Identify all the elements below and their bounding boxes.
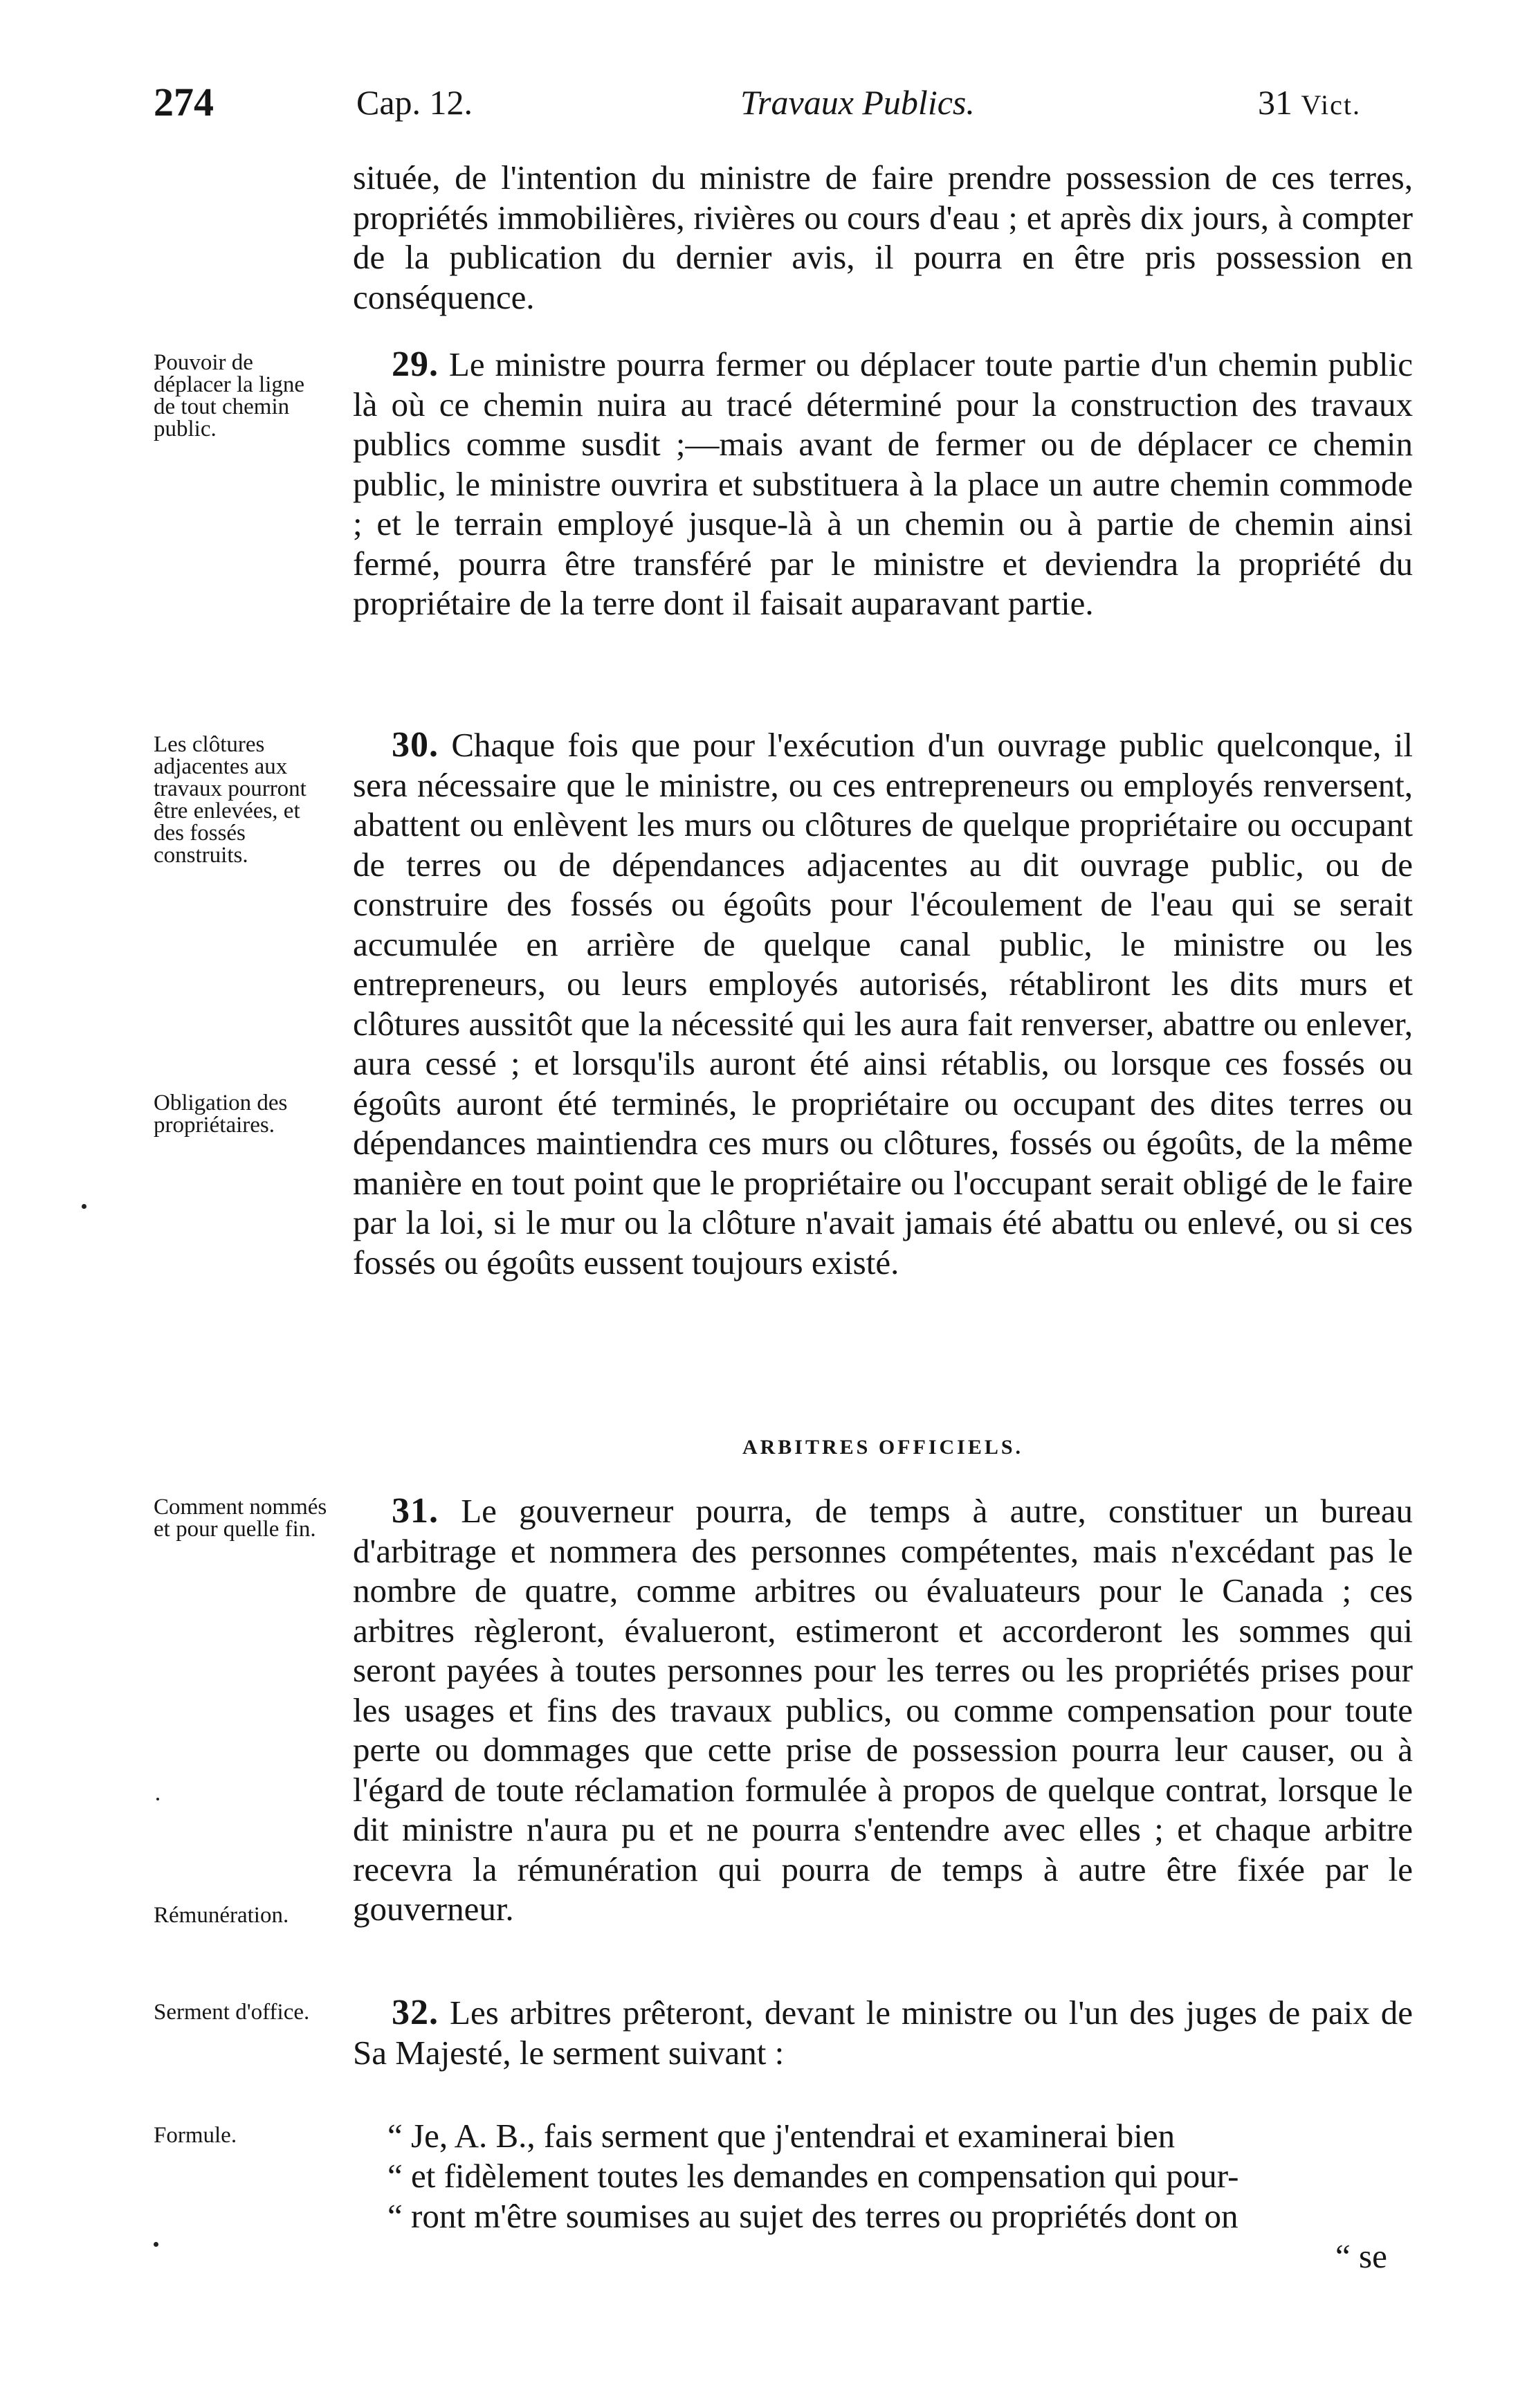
paragraph-text: située, de l'intention du ministre de faire prendre possession de ces terres, propriétés immobilières, rivières ou cours d'eau ; et après dix jours, à compter de la publication du dernier avis, il pourra en être pris possession en conséquence. bbox=[353, 158, 1413, 316]
section-text: Chaque fois que pour l'exécution d'un ouvrage public quelconque, il sera nécessaire que le ministre, ou ces entrepreneurs ou employés renversent, abattent ou enlèvent les murs ou clôtures de quelque propriétaire ou occupant de terres ou de dépendances adjacentes au dit ouvrage public, ou de construire des fossés ou égoûts pour l'écoulement de l'eau qui se serait accumulée en arrière de quelque canal public, le ministre ou les entrepreneurs, ou leurs employés autorisés, rétabliront les dits murs et clôtures aussitôt que la nécessité qui les aura fait renverser, abattre ou enlever, aura cessé ; et lorsqu'ils auront été ainsi rétablis, ou lorsque ces fossés ou égoûts auront été terminés, le propriétaire ou occupant des dites terres ou dépendances maintiendra ces murs ou clôtures, fossés ou égoûts, de la même manière en tout point que le propriétaire ou l'occupant serait obligé de le faire par la loi, si le mur ou la clôture n'avait jamais été abattu ou enlevé, ou si ces fossés ou égoûts eussent toujours existé. bbox=[353, 726, 1413, 1281]
regnal-sovereign: Vict. bbox=[1301, 89, 1361, 120]
section-text: Le ministre pourra fermer ou déplacer toute partie d'un chemin public là où ce chemin nuira au tracé déterminé pour la construction des travaux publics comme susdit ;—mais avant de fermer ou de déplacer ce chemin public, le ministre ouvrira et substituera à la place un autre chemin commode ; et le terrain employé jusque-là à un chemin ou à partie de chemin ainsi fermé, pourra être transféré par le ministre et deviendra la propriété du propriétaire de la terre dont il faisait auparavant partie. bbox=[353, 345, 1413, 622]
section-29 bbox=[353, 345, 1413, 623]
oath-line-2: “ et fidèlement toutes les demandes en compensation qui pour- bbox=[387, 2157, 1239, 2195]
section-text: Les arbitres prêteront, devant le ministre ou l'un des juges de paix de Sa Majesté, le serment suivant : bbox=[353, 1994, 1413, 2072]
section-number: 32. bbox=[392, 1993, 439, 2032]
chapter-label: Cap. 12. bbox=[356, 83, 473, 122]
margin-note-obligation: Obligation des propriétaires. bbox=[154, 1091, 288, 1138]
ink-speck bbox=[156, 1798, 159, 1800]
continuation-paragraph bbox=[353, 158, 1413, 317]
section-number: 30. bbox=[392, 725, 439, 765]
section-31-paragraph bbox=[353, 1491, 1413, 1929]
section-29-paragraph bbox=[353, 345, 1413, 623]
section-32 bbox=[353, 1993, 1413, 2072]
section-number: 31. bbox=[392, 1491, 439, 1531]
section-30 bbox=[353, 725, 1413, 1282]
regnal-year bbox=[1258, 75, 1361, 130]
page-number: 274 bbox=[154, 80, 214, 125]
regnal-year-number: 31 bbox=[1258, 83, 1292, 122]
oath-line-1: “ Je, A. B., fais serment que j'entendrai et examinerai bien bbox=[387, 2117, 1176, 2155]
margin-note-serment: Serment d'office. bbox=[154, 2000, 310, 2025]
section-31 bbox=[353, 1491, 1413, 1929]
catchword: “ se bbox=[1335, 2237, 1387, 2275]
margin-note-formule: Formule. bbox=[154, 2123, 237, 2148]
section-30-paragraph bbox=[353, 725, 1413, 1282]
running-title: Travaux Publics. bbox=[740, 83, 975, 122]
ink-speck bbox=[82, 1204, 86, 1209]
margin-note-comment: Comment nommés et pour quelle fin. bbox=[154, 1495, 327, 1542]
margin-note-remuneration: Rémunération. bbox=[154, 1903, 289, 1928]
oath-line-3: “ ront m'être soumises au sujet des terres ou propriétés dont on bbox=[387, 2197, 1238, 2235]
section-number: 29. bbox=[392, 345, 439, 384]
margin-note-pouvoir: Pouvoir de déplacer la ligne de tout chemin public. bbox=[154, 350, 305, 441]
ink-speck bbox=[154, 2242, 158, 2247]
section-32-paragraph bbox=[353, 1993, 1413, 2072]
section-text: Le gouverneur pourra, de temps à autre, constituer un bureau d'arbitrage et nommera des personnes compétentes, mais n'excédant pas le nombre de quatre, comme arbitres ou évaluateurs pour le Canada ; ces arbitres règleront, évalueront, estimeront et accorderont les sommes qui seront payées à toutes personnes pour les terres ou les propriétés prises pour les usages et fins des travaux publics, ou comme compensation pour toute perte ou dommages que cette prise de possession pourra leur causer, ou à l'égard de toute réclamation formulée à propos de quelque contrat, lorsque le dit ministre n'aura pu et ne pourra s'entendre avec elles ; et chaque arbitre recevra la rémunération qui pourra de temps à autre être fixée par le gouverneur. bbox=[353, 1492, 1413, 1928]
section-heading: ARBITRES OFFICIELS. bbox=[742, 1436, 1024, 1459]
margin-note-clotures: Les clôtures adjacentes aux travaux pourront être enlevées, et des fossés construits. bbox=[154, 732, 307, 868]
